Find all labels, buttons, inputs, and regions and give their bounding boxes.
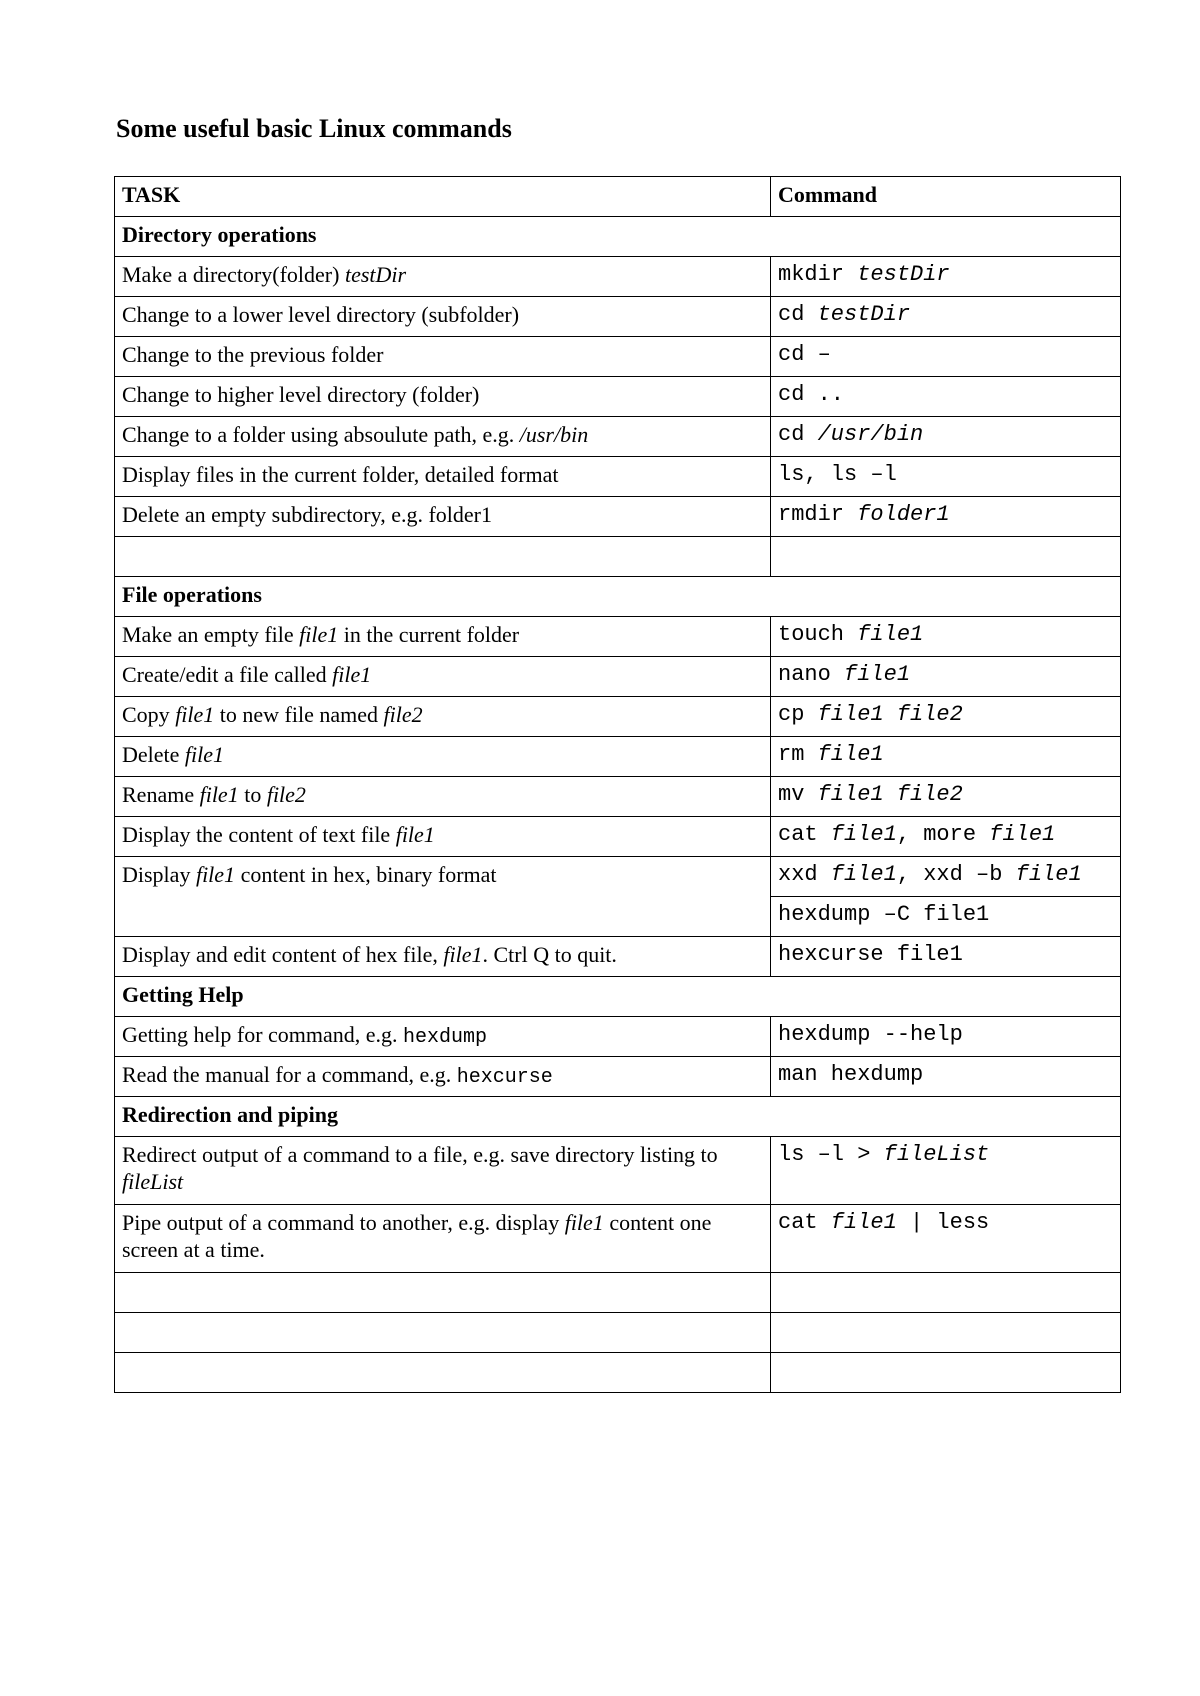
command-cell: cat file1 | less [771,1205,1121,1273]
command-cell: hexcurse file1 [771,937,1121,977]
command-line: xxd file1, xxd –b file1 [778,862,1082,887]
table-row [115,297,1121,337]
table-row [115,1205,1121,1273]
section-label: File operations [115,577,1121,617]
table-row [115,937,1121,977]
commands-table [114,176,1121,1393]
task-cell: Change to the previous folder [115,337,771,377]
task-cell: Getting help for command, e.g. hexdump [115,1017,771,1057]
command-cell [771,1353,1121,1393]
command-cell [771,1313,1121,1353]
command-cell: ls –l > fileList [771,1137,1121,1205]
task-cell: Change to a folder using absoulute path, e.g. /usr/bin [115,417,771,457]
section-label: Getting Help [115,977,1121,1017]
task-cell: Display and edit content of hex file, file1. Ctrl Q to quit. [115,937,771,977]
command-cell: cat file1, more file1 [771,817,1121,857]
table-row [115,777,1121,817]
section-directory-operations [115,217,1121,257]
task-cell: Delete file1 [115,737,771,777]
command-cell: cd /usr/bin [771,417,1121,457]
command-cell: mv file1 file2 [771,777,1121,817]
task-cell: Delete an empty subdirectory, e.g. folder1 [115,497,771,537]
command-cell [771,1273,1121,1313]
empty-row [115,1313,1121,1353]
command-cell: hexdump --help [771,1017,1121,1057]
table-row [115,1137,1121,1205]
table-row [115,257,1121,297]
header-command: Command [771,177,1121,217]
task-cell [115,537,771,577]
empty-row [115,1273,1121,1313]
table-row [115,417,1121,457]
task-cell: Redirect output of a command to a file, e.g. save directory listing to fileList [115,1137,771,1205]
task-cell: Change to higher level directory (folder) [115,377,771,417]
task-cell: Copy file1 to new file named file2 [115,697,771,737]
table-row [115,337,1121,377]
command-cell: cd .. [771,377,1121,417]
section-redirection-piping [115,1097,1121,1137]
table-header-row [115,177,1121,217]
task-cell: Rename file1 to file2 [115,777,771,817]
empty-row [115,537,1121,577]
section-label: Directory operations [115,217,1121,257]
task-cell [115,1313,771,1353]
task-cell [115,1273,771,1313]
command-cell: touch file1 [771,617,1121,657]
table-row [115,1057,1121,1097]
header-task: TASK [115,177,771,217]
command-cell: rmdir folder1 [771,497,1121,537]
command-cell [771,857,1121,937]
command-cell: cd testDir [771,297,1121,337]
task-cell: Make an empty file file1 in the current folder [115,617,771,657]
table-row [115,377,1121,417]
table-row [115,657,1121,697]
command-line: hexdump –C file1 [771,896,1120,936]
table-row [115,617,1121,657]
task-cell: Display the content of text file file1 [115,817,771,857]
table-row [115,857,1121,937]
page-title: Some useful basic Linux commands [116,114,512,143]
command-cell: cp file1 file2 [771,697,1121,737]
empty-row [115,1353,1121,1393]
command-cell: mkdir testDir [771,257,1121,297]
command-cell [771,537,1121,577]
section-label: Redirection and piping [115,1097,1121,1137]
table-row [115,697,1121,737]
section-file-operations [115,577,1121,617]
table-row [115,737,1121,777]
table-row [115,1017,1121,1057]
task-cell: Create/edit a file called file1 [115,657,771,697]
command-cell: cd – [771,337,1121,377]
task-cell: Make a directory(folder) testDir [115,257,771,297]
command-cell: man hexdump [771,1057,1121,1097]
task-cell: Change to a lower level directory (subfolder) [115,297,771,337]
task-cell: Read the manual for a command, e.g. hexcurse [115,1057,771,1097]
task-cell [115,1353,771,1393]
command-cell: ls, ls –l [771,457,1121,497]
table-row [115,457,1121,497]
table-row [115,817,1121,857]
command-cell: rm file1 [771,737,1121,777]
section-getting-help [115,977,1121,1017]
task-cell: Display files in the current folder, detailed format [115,457,771,497]
task-cell: Pipe output of a command to another, e.g. display file1 content one screen at a time. [115,1205,771,1273]
table-row [115,497,1121,537]
command-cell: nano file1 [771,657,1121,697]
task-cell: Display file1 content in hex, binary format [115,857,771,937]
